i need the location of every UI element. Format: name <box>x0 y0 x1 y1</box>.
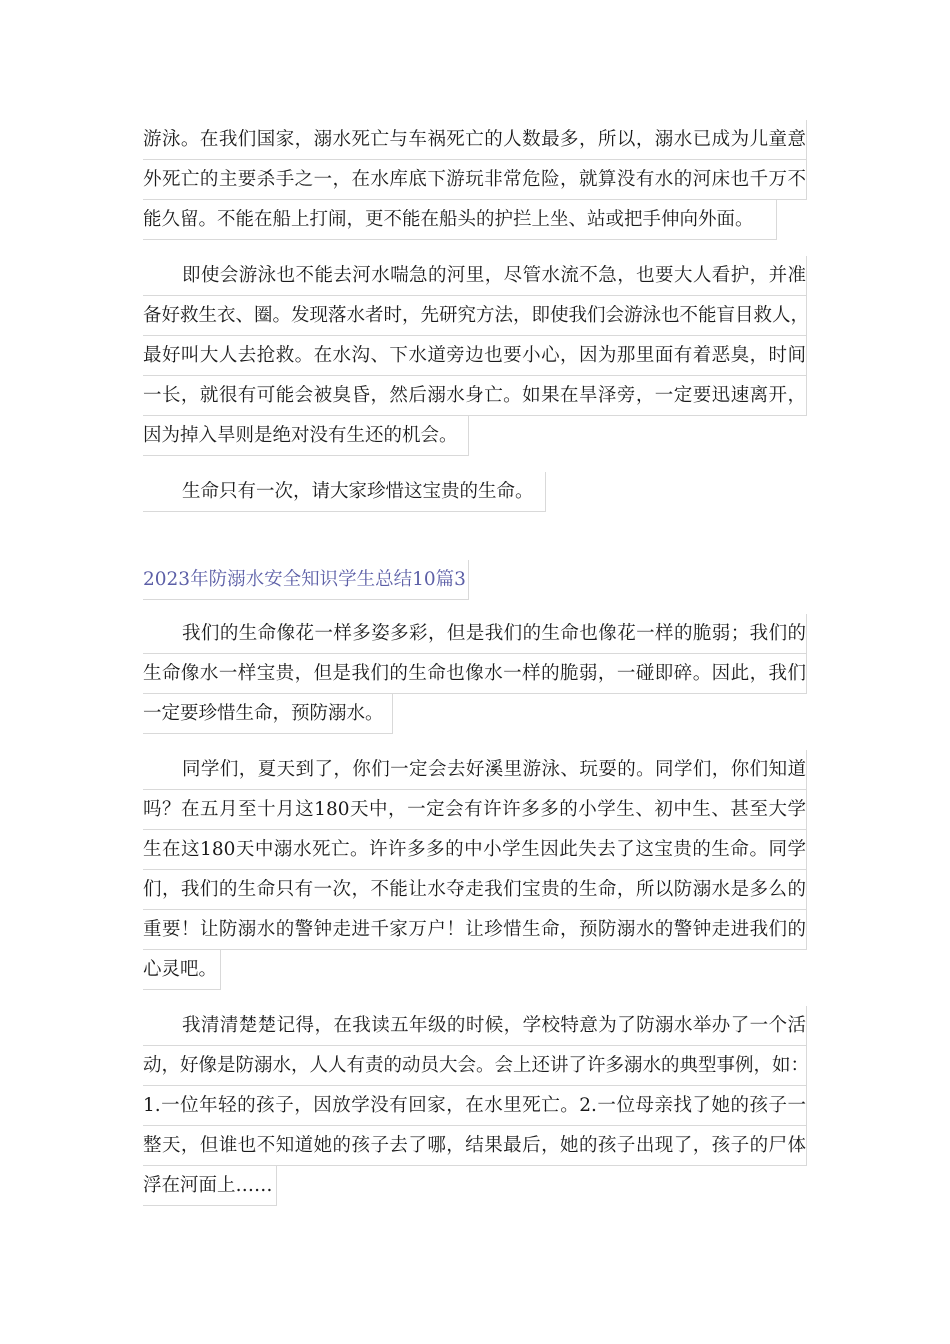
text-line: 最好叫大人去抢救。在水沟、下水道旁边也要小心，因为那里面有着恶臭，时间 <box>143 336 807 376</box>
paragraph-river-safety <box>143 256 810 456</box>
text-line: 我们的生命像花一样多姿多彩，但是我们的生命也像花一样的脆弱；我们的 <box>143 614 807 654</box>
text-line: 能久留。不能在船上打闹，更不能在船头的护拦上坐、站或把手伸向外面。 <box>143 200 777 240</box>
paragraph-life-like-flower <box>143 614 807 734</box>
text-line: 一定要珍惜生命，预防溺水。 <box>143 694 393 734</box>
text-line: 浮在河面上…… <box>143 1166 277 1206</box>
text-line: 游泳。在我们国家，溺水死亡与车祸死亡的人数最多，所以，溺水已成为儿童意 <box>143 120 807 160</box>
text-line: 外死亡的主要杀手之一，在水库底下游玩非常危险，就算没有水的河床也千万不 <box>143 160 807 200</box>
paragraph-summer-warning <box>143 750 807 990</box>
text-line: 动，好像是防溺水，人人有责的动员大会。会上还讲了许多溺水的典型事例，如： <box>143 1046 807 1086</box>
text-line: 心灵吧。 <box>143 950 221 990</box>
text-line: 1.一位年轻的孩子，因放学没有回家，在水里死亡。2.一位母亲找了她的孩子一 <box>143 1086 807 1126</box>
section-heading: 2023年防溺水安全知识学生总结10篇3 <box>143 560 469 600</box>
text-line: 即使会游泳也不能去河水喘急的河里，尽管水流不急，也要大人看护，并准 <box>143 256 807 296</box>
text-line: 生命只有一次，请大家珍惜这宝贵的生命。 <box>143 472 546 512</box>
paragraph-school-activity <box>143 1006 810 1206</box>
text-line: 吗？在五月至十月这180天中，一定会有许许多多的小学生、初中生、甚至大学 <box>143 790 807 830</box>
paragraph-cherish-life <box>143 472 546 512</box>
text-line: 因为掉入旱则是绝对没有生还的机会。 <box>143 416 469 456</box>
text-line: 生在这180天中溺水死亡。许许多多的中小学生因此失去了这宝贵的生命。同学 <box>143 830 807 870</box>
text-line: 我清清楚楚记得，在我读五年级的时候，学校特意为了防溺水举办了一个活 <box>143 1006 807 1046</box>
text-line: 们，我们的生命只有一次，不能让水夺走我们宝贵的生命，所以防溺水是多么的 <box>143 870 807 910</box>
text-line: 一长，就很有可能会被臭昏，然后溺水身亡。如果在旱泽旁，一定要迅速离开， <box>143 376 807 416</box>
text-line: 生命像水一样宝贵，但是我们的生命也像水一样的脆弱，一碰即碎。因此，我们 <box>143 654 807 694</box>
text-line: 备好救生衣、圈。发现落水者时，先研究方法，即使我们会游泳也不能盲目救人， <box>143 296 807 336</box>
text-line: 同学们，夏天到了，你们一定会去好溪里游泳、玩耍的。同学们，你们知道 <box>143 750 807 790</box>
paragraph-swimming-danger <box>143 120 807 240</box>
text-line: 整天，但谁也不知道她的孩子去了哪，结果最后，她的孩子出现了，孩子的尸体 <box>143 1126 807 1166</box>
text-line: 重要！让防溺水的警钟走进千家万户！让珍惜生命，预防溺水的警钟走进我们的 <box>143 910 807 950</box>
